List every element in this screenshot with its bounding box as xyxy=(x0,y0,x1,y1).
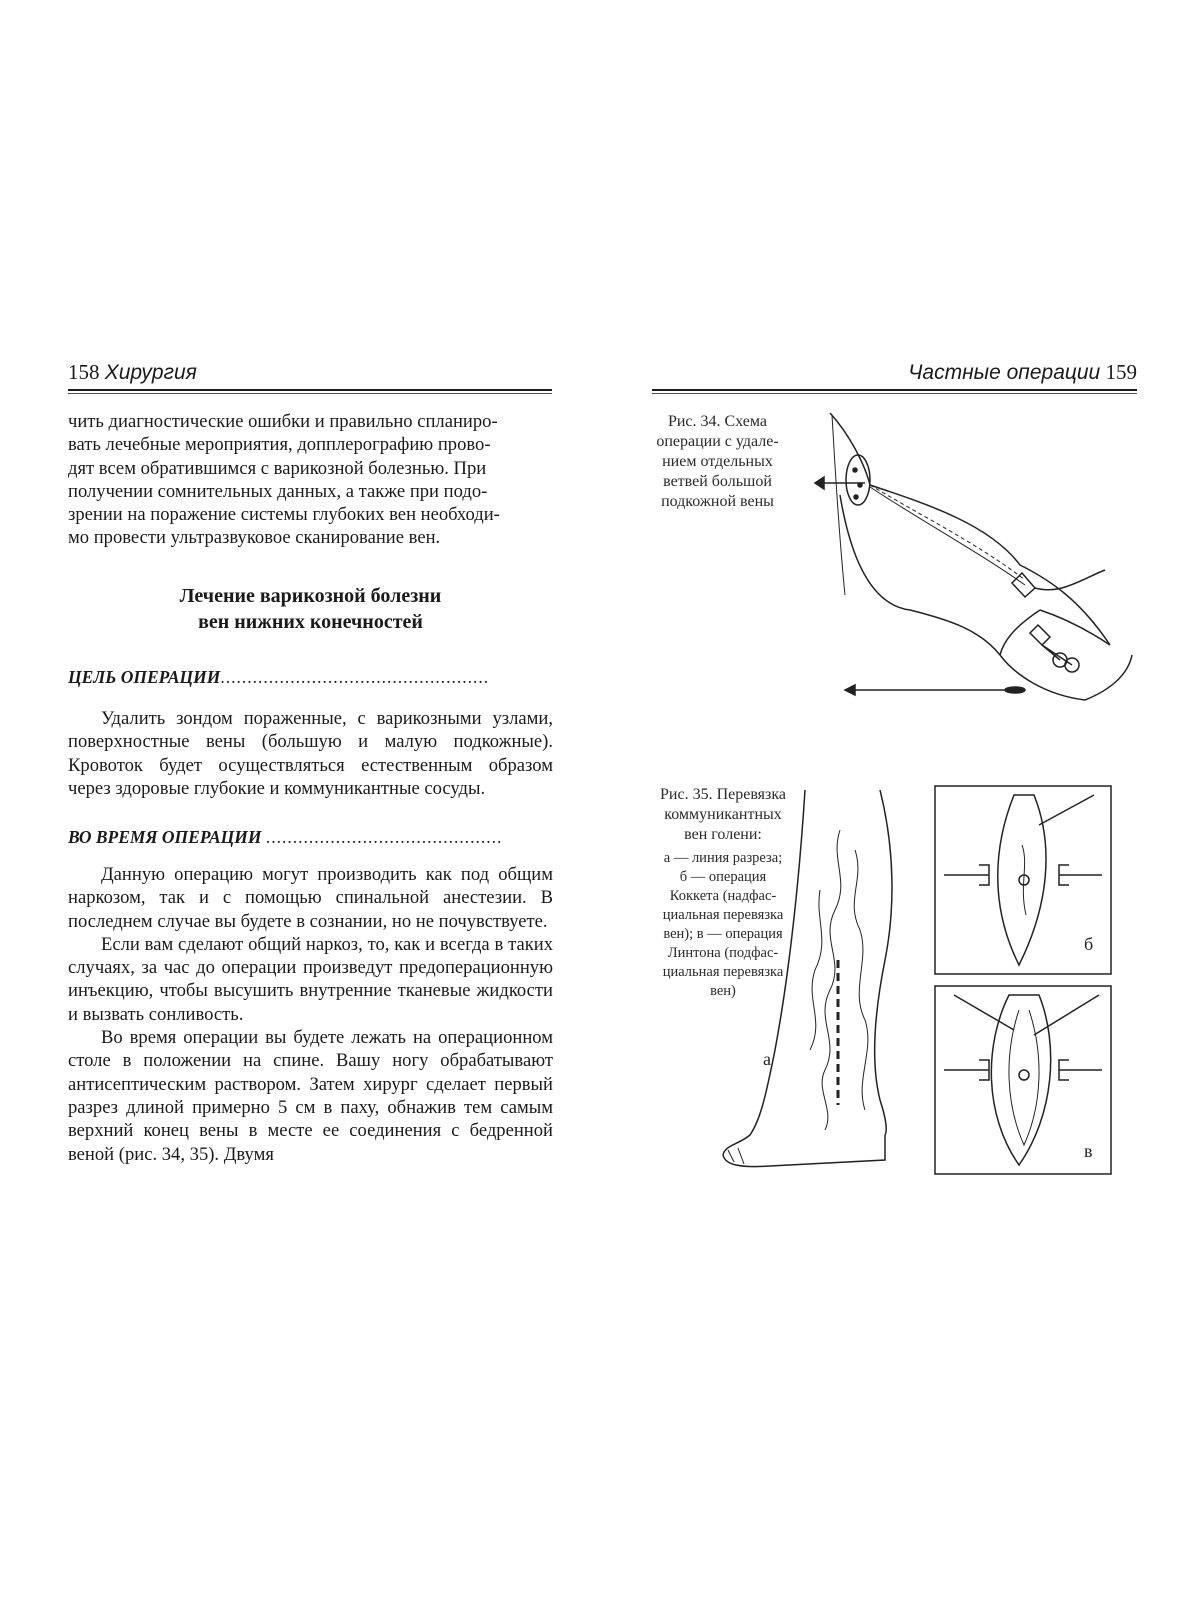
fig35a-leg-front-outline xyxy=(875,790,892,1135)
fig34-vein-line xyxy=(870,485,1025,580)
fig35b-retractor-right xyxy=(1059,865,1102,885)
left-running-title: Хирургия xyxy=(104,361,197,384)
fig34-caption-line: операции с удале- xyxy=(656,433,779,450)
fig35-legend-line: а — линия разреза; xyxy=(663,850,783,866)
fig35-caption-line: Рис. 35. Перевязка xyxy=(660,786,786,803)
fig34-caption-line: нием отдельных xyxy=(662,453,773,470)
fig35-legend-line: Линтона (подфас- xyxy=(667,945,779,961)
intro-line: дят всем обратившимся с варикозной болезнью. При xyxy=(68,457,487,479)
intro-line: получении сомнительных данных, а также при подо- xyxy=(68,480,488,502)
fig34-knee-incision xyxy=(1012,573,1035,597)
fig35-legend-line: циальная перевязка xyxy=(662,964,784,980)
intro-line: чить диагностические ошибки и правильно спланиро- xyxy=(68,411,498,432)
during-paragraph-3: Во время операции вы будете лежать на операционном столе в положении на спине. Вашу ногу обрабатывают антисептическим раствором. Затем хирург сделает первый разрез длиной примерно 5 см в паху, обнажив тем самым верхний конец вены в месте ее соединения с бедренной веной (рис. 34, 35). Двумя xyxy=(68,1027,553,1165)
fig35v-retractor-right xyxy=(1059,1060,1102,1080)
fig34-caption xyxy=(630,412,805,512)
goal-heading xyxy=(68,667,553,688)
intro-paragraph xyxy=(68,410,553,550)
fig35-legend-line: вен); в — операция xyxy=(663,926,783,942)
fig34-pelvis-line xyxy=(832,415,845,595)
fig35b-label: б xyxy=(1084,934,1094,954)
fig35v-retractor-left xyxy=(944,1060,989,1080)
fig35a-foot-outline xyxy=(723,1135,885,1167)
left-running-head xyxy=(68,360,553,390)
right-running-head xyxy=(652,360,1137,390)
fig35b-retractor-left xyxy=(944,865,989,885)
during-dots: ............................................ xyxy=(265,827,503,847)
right-header-rule-thin xyxy=(652,393,1137,394)
fig35b-vein-ligature xyxy=(1022,845,1026,915)
left-header-rule xyxy=(68,389,552,391)
fig35-caption-line: вен голени: xyxy=(684,826,762,843)
right-running-title: Частные операции xyxy=(908,361,1101,384)
fig35v-linton-panel xyxy=(934,985,1112,1175)
fig35a-lower-leg-illustration xyxy=(720,790,920,1180)
right-header-rule xyxy=(652,389,1137,391)
fig34-caption-line: ветвей большой xyxy=(663,473,772,490)
fig35b-instrument xyxy=(1039,795,1094,825)
goal-text: Удалить зондом пораженные, с варикозными узлами, поверхностные вены (большую и малую подкожные). Кровоток будет осуществляться естественным образом через здоровые глубокие и коммуникантные сосуды. xyxy=(68,708,553,799)
fig34-thigh-lower-outline xyxy=(840,495,1085,700)
fig34-thigh-upper-outline xyxy=(830,413,1110,645)
fig35-caption-line: коммуникантных xyxy=(664,806,782,823)
section-title xyxy=(68,583,553,635)
section-title-line2: вен нижних конечностей xyxy=(198,611,423,633)
fig34-caption-line: Рис. 34. Схема xyxy=(667,413,768,430)
right-page-number: 159 xyxy=(1105,360,1137,384)
fig34-arrow-head xyxy=(815,477,824,489)
fig34-vein-line-2 xyxy=(870,487,1025,585)
goal-paragraph xyxy=(68,707,553,800)
right-page xyxy=(600,0,1200,1600)
fig35-legend-line: б — операция xyxy=(679,869,767,885)
left-page-number: 158 xyxy=(68,360,100,384)
during-paragraph-1: Данную операцию могут производить как под общим наркозом, так и с помощью спинальной анестезии. В последнем случае вы будете в сознании, но не почувствуете. xyxy=(68,864,553,932)
intro-line: вать лечебные мероприятия, допплерографию прово- xyxy=(68,434,491,456)
left-header-rule-thin xyxy=(68,393,552,394)
fig35a-toe-lines xyxy=(728,1148,744,1164)
fig35a-varicose-vein-3 xyxy=(810,890,822,1050)
goal-label: ЦЕЛЬ ОПЕРАЦИИ xyxy=(68,667,221,687)
intro-line: мо провести ультразвуковое сканирование вен. xyxy=(68,527,441,549)
section-title-line1: Лечение варикозной болезни xyxy=(179,585,442,607)
fig35v-incision-outline xyxy=(991,995,1050,1165)
fig35a-label: а xyxy=(763,1049,771,1069)
during-text xyxy=(68,863,553,1166)
fig35v-label: в xyxy=(1084,1141,1093,1161)
fig35v-ligature-knot xyxy=(1019,1070,1029,1080)
fig34-lower-incision xyxy=(1030,625,1050,645)
fig35v-instrument-left xyxy=(954,995,1014,1030)
goal-dots: .................................................. xyxy=(220,667,490,687)
intro-line: зрении на поражение системы глубоких вен необходи- xyxy=(68,504,500,526)
during-paragraph-2: Если вам сделают общий наркоз, то, как и всегда в таких случаях, за час до операции произведут предоперационную инъекцию, чтобы высушить внутренние тканевые жидкости и вызвать сонливость. xyxy=(68,933,553,1025)
fig35a-varicose-vein-2 xyxy=(854,850,868,1110)
fig35a-leg-back-outline xyxy=(723,790,805,1155)
fig35b-cockett-panel xyxy=(934,785,1112,975)
during-label: ВО ВРЕМЯ ОПЕРАЦИИ xyxy=(68,827,262,847)
fig35v-instrument-right xyxy=(1034,995,1099,1035)
during-heading xyxy=(68,827,553,848)
fig34-leg-illustration xyxy=(810,405,1140,710)
fig35-legend-line: Коккета (надфас- xyxy=(669,888,777,904)
fig35-legend-line: циальная перевязка xyxy=(662,907,784,923)
fig35-legend-line: вен) xyxy=(710,983,736,999)
fig34-caption-line: подкожной вены xyxy=(661,493,774,510)
fig34-knee-outline xyxy=(1000,610,1040,655)
fig35b-incision-outline xyxy=(998,795,1046,965)
